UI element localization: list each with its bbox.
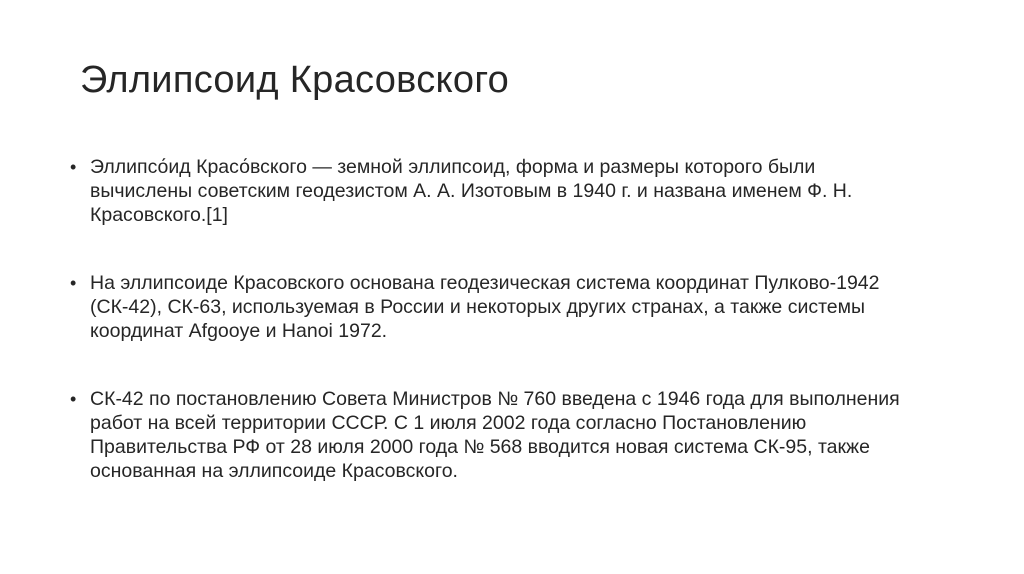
bullet-text: На эллипсоиде Красовского основана геодезическая система координат Пулково-1942 (СК-42), СК-63, используемая в России и некоторых других странах, а также системы координат Afgooye и Hanoi 1972. xyxy=(90,272,880,342)
bullet-text: Эллипсо́ид Красо́вского — земной эллипсоид, форма и размеры которого были вычислены советским геодезистом А. А. Изотовым в 1940 г. и названа именем Ф. Н. Красовского.[1] xyxy=(90,156,853,226)
bullet-item xyxy=(70,387,920,483)
bullet-marker: • xyxy=(70,157,77,177)
bullet-item xyxy=(70,271,920,343)
slide-title: Эллипсоид Красовского xyxy=(80,59,510,101)
bullet-item xyxy=(70,155,920,227)
bullet-list xyxy=(70,155,920,483)
bullet-marker: • xyxy=(70,389,77,409)
bullet-marker: • xyxy=(70,273,77,293)
bullet-text: СК-42 по постановлению Совета Министров № 760 введена с 1946 года для выполнения работ на всей территории СССР. С 1 июля 2002 года согласно Постановлению Правительства РФ от 28 июля 2000 года № 568 вводится новая система СК-95, также основанная на эллипсоиде Красовского. xyxy=(90,388,900,482)
